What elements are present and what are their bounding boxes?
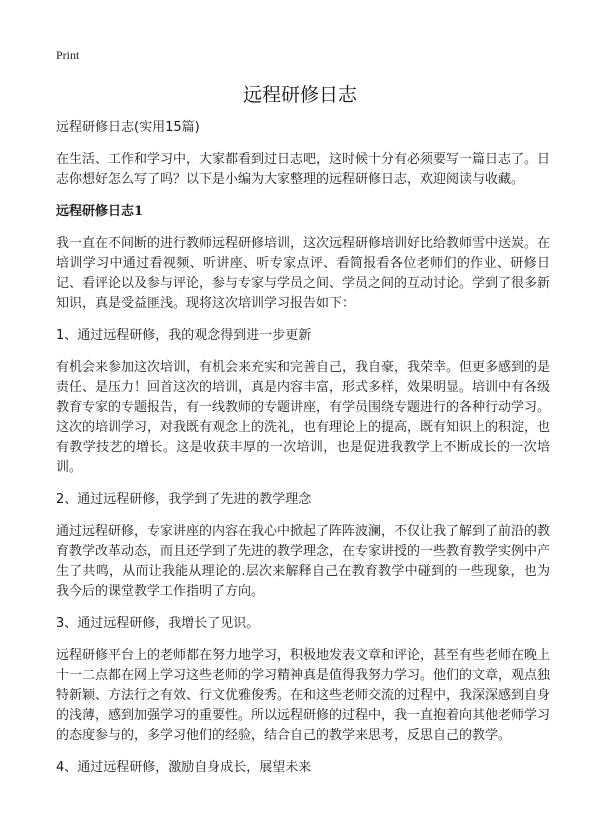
point-heading-2: 2、通过远程研修，我学到了先进的教学理念 [56, 492, 312, 507]
point-body-2: 通过远程研修，专家讲座的内容在我心中掀起了阵阵波澜，不仅让我了解到了前沿的教育教学改革动态，而且还学到了先进的教学理念，在专家讲授的一些教育教学实例中产生了共鸣，从而让我能从理论的.层次来解释自己在教育教学中碰到的一些现象，也为我今后的课堂教学工作指明了方向。 [56, 524, 551, 599]
point-heading-4: 4、通过远程研修，激励自身成长，展望未来 [56, 760, 312, 775]
document-body [56, 118, 550, 790]
document-title: 远程研修日志 [242, 84, 357, 106]
section-heading: 远程研修日志1 [56, 204, 144, 219]
document-subtitle: 远程研修日志(实用15篇) [56, 120, 200, 135]
point-body-1: 有机会来参加这次培训，有机会来充实和完善自己，我自豪，我荣幸。但更多感到的是责任、是压力！回首这次的培训，真是内容丰富，形式多样，效果明显。培训中有各级教育专家的专题报告，有一线教师的专题讲座，有学员围绕专题进行的各种行动学习。这次的培训学习，对我既有观念上的洗礼，也有理论上的提高，既有知识上的积淀，也有教学技艺的增长。这是收获丰厚的一次培训，也是促进我教学上不断成长的一次培训。 [56, 360, 551, 475]
intro-paragraph: 在生活、工作和学习中，大家都看到过日志吧，这时候十分有必须要写一篇日志了。日志你想好怎么写了吗？以下是小编为大家整理的远程研修日志，欢迎阅读与收藏。 [56, 152, 551, 187]
print-label: Print [56, 48, 80, 62]
section-opening-paragraph: 我一直在不间断的进行教师远程研修培训，这次远程研修培训好比给教师雪中送炭。在培训学习中通过看视频、听讲座、听专家点评、看简报看各位老师们的作业、研修日记、看评论以及参与评论，参与专家与学员之间、学员之间的互动讨论。学到了很多新知识，真是受益匪浅。现将这次培训学习报告如下： [56, 236, 551, 311]
point-heading-1: 1、通过远程研修，我的观念得到进一步更新 [56, 328, 312, 343]
point-heading-3: 3、通过远程研修，我增长了见识。 [56, 616, 260, 631]
point-body-3: 远程研修平台上的老师都在努力地学习，积极地发表文章和评论，甚至有些老师在晚上十一二点都在网上学习这些老师的学习精神真是值得我努力学习。他们的文章，观点独特新颖、方法行之有效、行文优雅俊秀。在和这些老师交流的过程中，我深深感到自身的浅薄，感到加强学习的重要性。所以远程研修的过程中，我一直抱着向其他老师学习的态度参与的，多学习他们的经验，结合自己的教学来思考，反思自己的教学。 [56, 648, 551, 743]
